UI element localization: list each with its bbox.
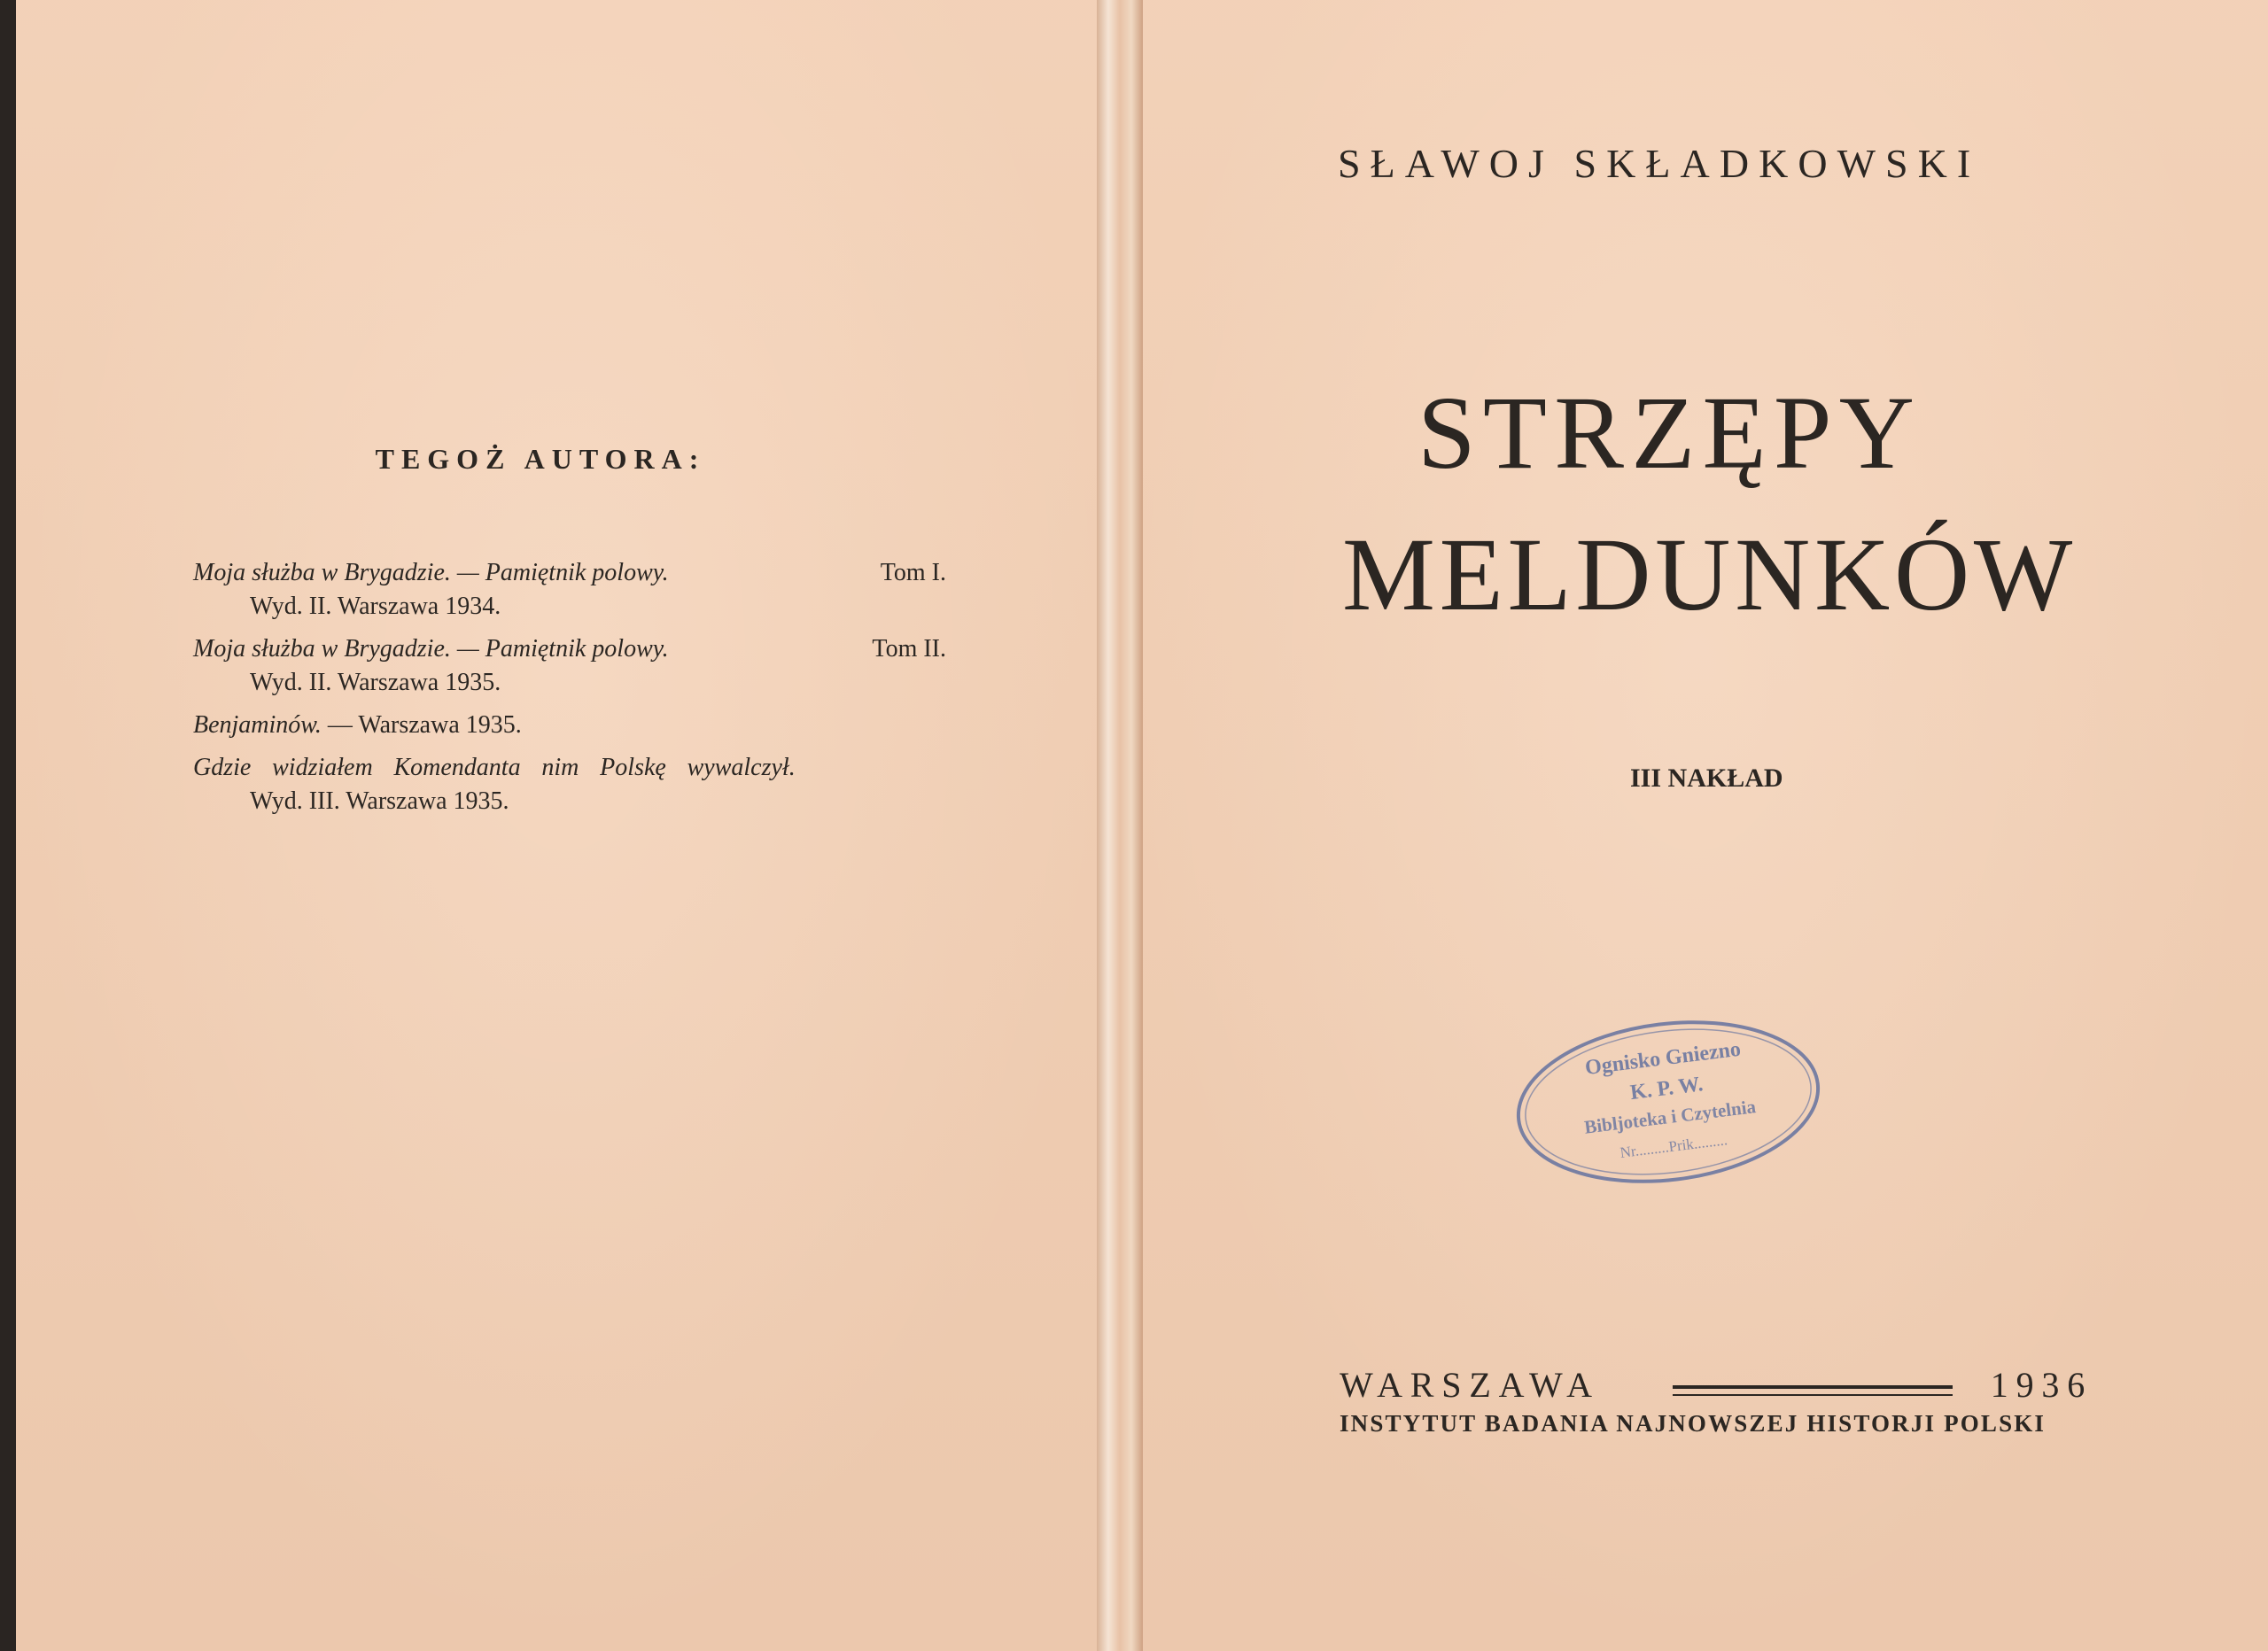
work-entry (193, 632, 946, 700)
also-by-heading: TEGOŻ AUTORA: (375, 443, 706, 475)
imprint-row (1340, 1364, 2093, 1408)
stamp-line2: K. P. W. (1628, 1073, 1705, 1105)
imprint-rule (1673, 1385, 1953, 1396)
stamp-line3: Bibljoteka i Czytelnia (1582, 1096, 1758, 1138)
work-title: Gdzie widziałem Komendanta nim Polskę wywalczył. (193, 754, 796, 781)
work-edition: Wyd. II. Warszawa 1934. (250, 593, 501, 620)
work-edition: Wyd. III. Warszawa 1935. (250, 787, 509, 815)
work-entry (193, 751, 946, 818)
work-entry (193, 709, 946, 742)
publisher-name: INSTYTUT BADANIA NAJNOWSZEJ HISTORJI POLSKI (1340, 1410, 2047, 1437)
publication-place: WARSZAWA (1340, 1365, 1600, 1405)
work-title: Moja służba w Brygadzie. — Pamiętnik polowy. (193, 559, 669, 586)
book-title-line1: STRZĘPY (1418, 375, 1922, 491)
publication-year: 1936 (1990, 1365, 2093, 1405)
work-volume: Tom I. (880, 559, 946, 586)
works-list (193, 556, 946, 827)
work-volume: Tom II. (872, 635, 946, 663)
work-edition: Wyd. II. Warszawa 1935. (250, 669, 501, 696)
stamp-line1: Ognisko Gniezno (1583, 1037, 1743, 1081)
work-edition: — Warszawa 1935. (327, 711, 522, 739)
edition-label: III NAKŁAD (1630, 763, 1783, 793)
work-entry (193, 556, 946, 624)
work-title: Benjaminów. (193, 711, 322, 739)
author-name: SŁAWOJ SKŁADKOWSKI (1338, 141, 1981, 186)
stamp-line4: Nr.........Prik......... (1619, 1131, 1728, 1161)
book-spine-gutter (1097, 0, 1143, 1651)
work-title: Moja służba w Brygadzie. — Pamiętnik polowy. (193, 635, 669, 663)
book-title-line2: MELDUNKÓW (1342, 516, 2078, 632)
